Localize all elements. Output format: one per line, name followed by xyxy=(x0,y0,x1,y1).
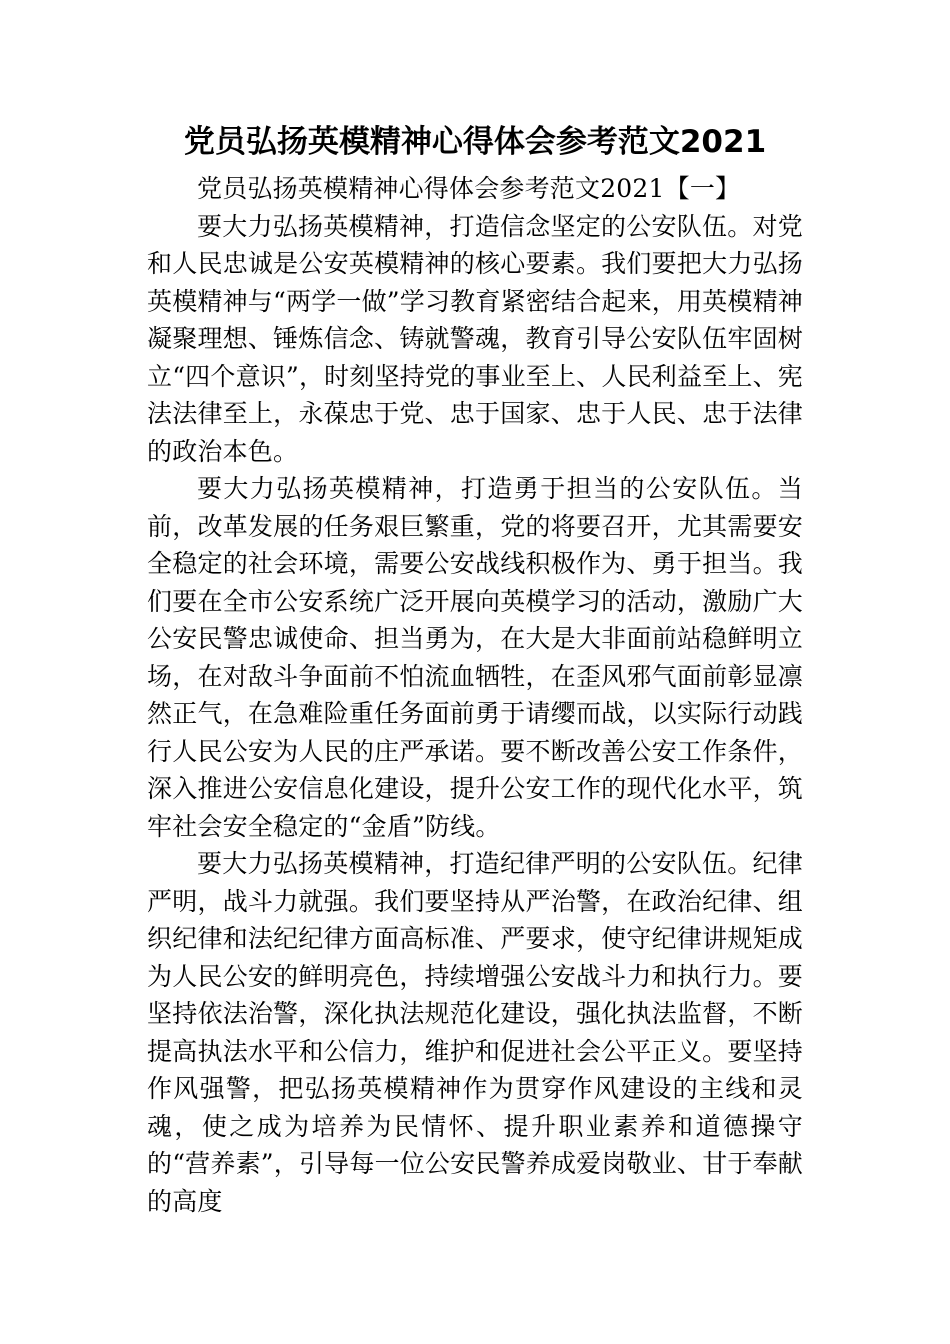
paragraph: 要大力弘扬英模精神，打造纪律严明的公安队伍。纪律严明，战斗力就强。我们要坚持从严治警，在政治纪律、组织纪律和法纪纪律方面高标准、严要求，使守纪律讲规矩成为人民公安的鲜明亮色，持续增强公安战斗力和执行力。要坚持依法治警，深化执法规范化建设，强化执法监督，不断提高执法水平和公信力，维护和促进社会公平正义。要坚持作风强警，把弘扬英模精神作为贯穿作风建设的主线和灵魂，使之成为培养为民情怀、提升职业素养和道德操守的“营养素”，引导每一位公安民警养成爱岗敬业、甘于奉献的高度 xyxy=(147,849,803,1216)
section-heading: 党员弘扬英模精神心得体会参考范文2021【一】 xyxy=(197,174,741,203)
paragraph: 要大力弘扬英模精神，打造勇于担当的公安队伍。当前，改革发展的任务艰巨繁重，党的将要召开，尤其需要安全稳定的社会环境，需要公安战线积极作为、勇于担当。我们要在全市公安系统广泛开展向英模学习的活动，激励广大公安民警忠诚使命、担当勇为，在大是大非面前站稳鲜明立场，在对敌斗争面前不怕流血牺牲，在歪风邪气面前彰显凛然正气，在急难险重任务面前勇于请缨而战，以实际行动践行人民公安为人民的庄严承诺。要不断改善公安工作条件，深入推进公安信息化建设，提升公安工作的现代化水平，筑牢社会安全稳定的“金盾”防线。 xyxy=(147,474,803,841)
document-body xyxy=(147,170,803,1220)
document-title: 党员弘扬英模精神心得体会参考范文2021 xyxy=(183,124,767,160)
paragraph: 要大力弘扬英模精神，打造信念坚定的公安队伍。对党和人民忠诚是公安英模精神的核心要素。我们要把大力弘扬英模精神与“两学一做”学习教育紧密结合起来，用英模精神凝聚理想、锤炼信念、铸就警魂，教育引导公安队伍牢固树立“四个意识”，时刻坚持党的事业至上、人民利益至上、宪法法律至上，永葆忠于党、忠于国家、忠于人民、忠于法律的政治本色。 xyxy=(147,211,803,466)
